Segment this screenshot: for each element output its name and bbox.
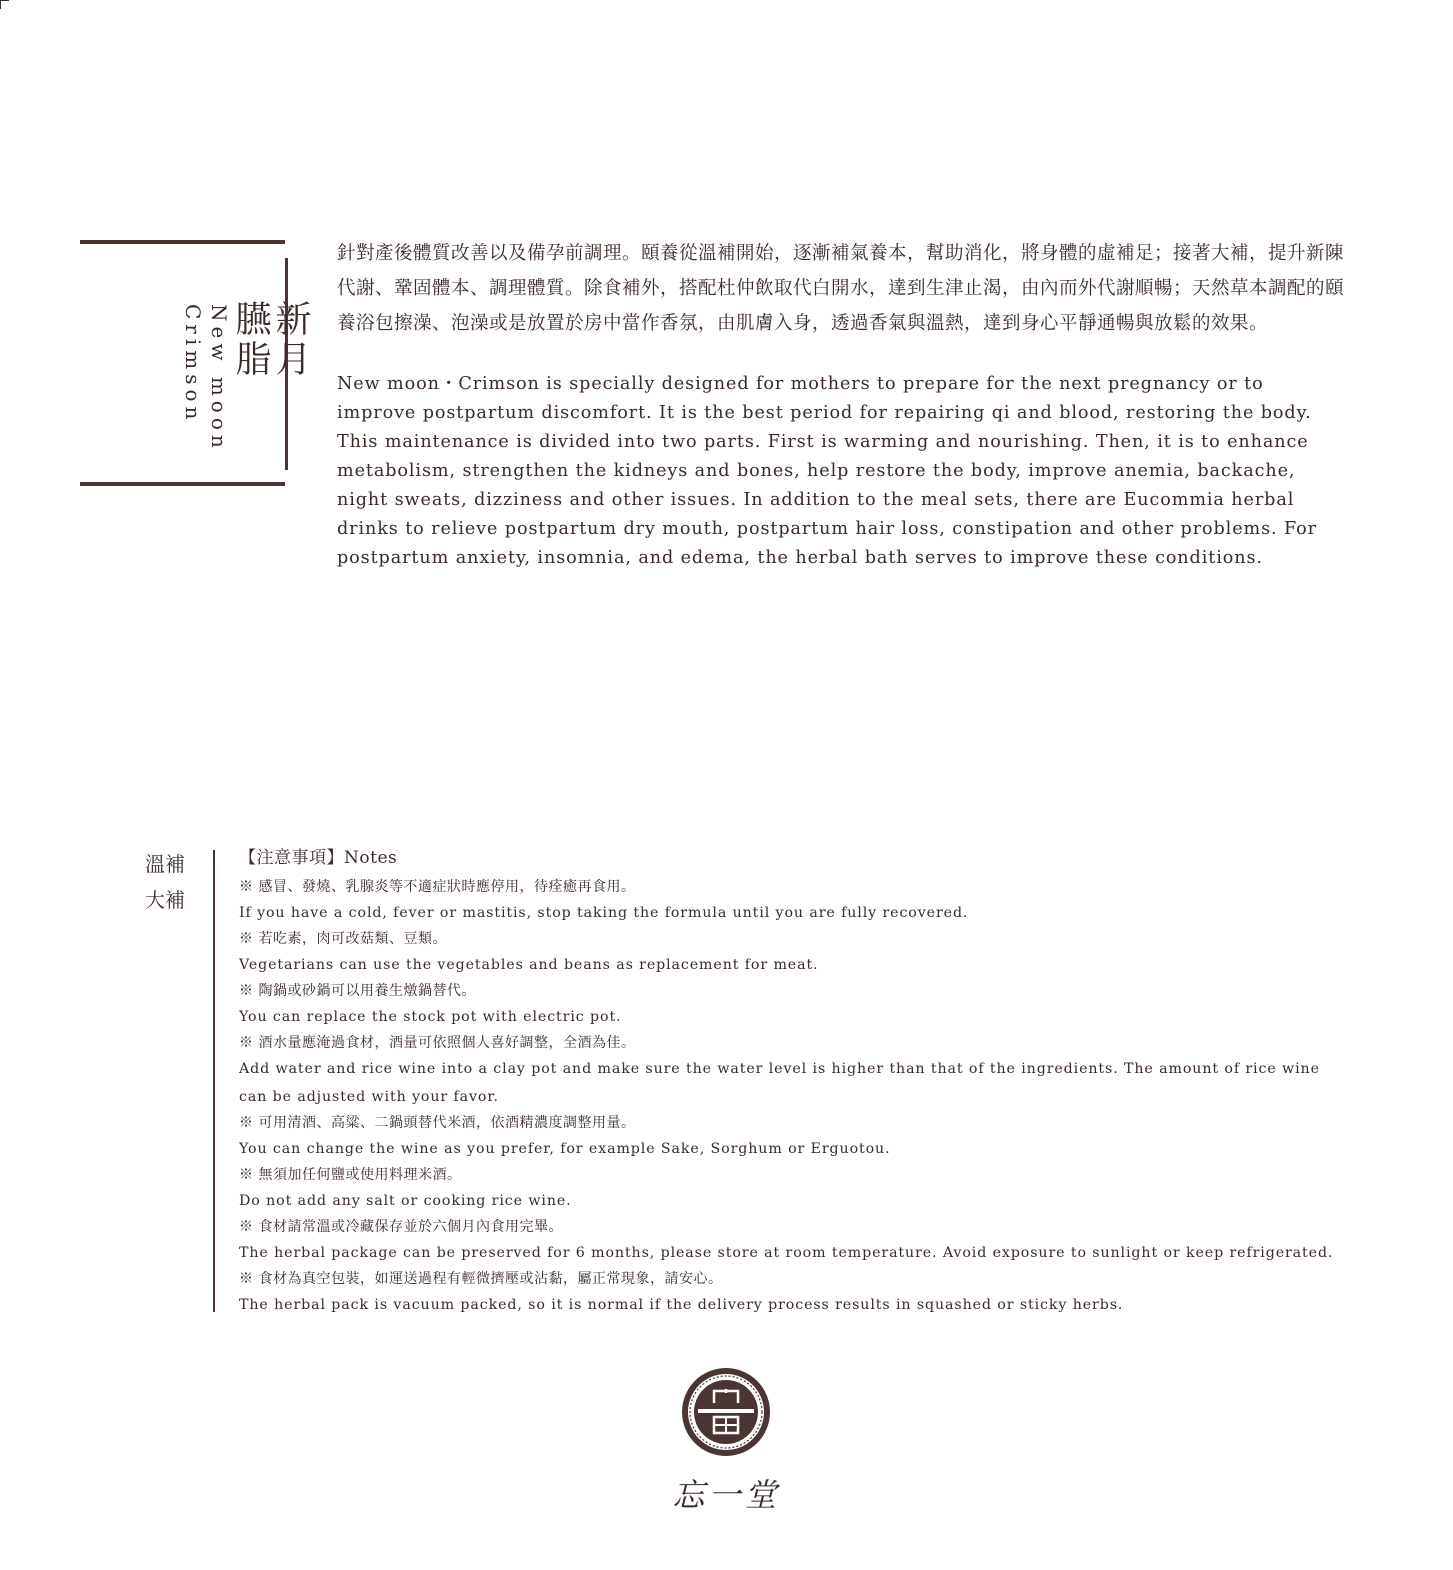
note-zh: ※ 感冒、發燒、乳腺炎等不適症狀時應停用，待痊癒再食用。 [239,879,636,895]
note-zh: ※ 可用清酒、高粱、二鍋頭替代米酒，依酒精濃度調整用量。 [239,1115,636,1131]
note-item [239,1267,1349,1319]
product-title-zh [230,300,310,380]
intro-paragraph-en: New moon・Crimson is specially designed for mothers to prepare for the next pregnancy or to improve postpartum discomfort. It is the best period for repairing qi and blood, restoring the body. This maintenance is divided into two parts. First is warming and nourishing. Then, it is to enhance metabolism, strengthen the kidneys and bones, help restore the body, improve anemia, backache, night sweats, dizziness and other issues. In addition to the meal sets, there are Eucommia herbal drinks to relieve postpartum dry mouth, postpartum hair loss, constipation and other problems. For postpartum anxiety, insomnia, and edema, the herbal bath serves to improve these conditions. [337,374,1317,568]
note-en: The herbal pack is vacuum packed, so it is normal if the delivery process results in squashed or sticky herbs. [239,1297,1124,1313]
note-zh: ※ 陶鍋或砂鍋可以用養生燉鍋替代。 [239,983,476,999]
note-en: The herbal package can be preserved for 6 months, please store at room temperature. Avoid exposure to sunlight or keep refrigerated. [239,1245,1334,1261]
notes-divider [213,850,215,1312]
note-en: You can replace the stock pot with electric pot. [239,1009,622,1025]
note-zh: ※ 若吃素，肉可改菇類、豆類。 [239,931,447,947]
note-item [239,875,1349,927]
product-title-en-line1: New moon [207,304,231,453]
note-zh: ※ 酒水量應淹過食材，酒量可依照個人喜好調整，全酒為佳。 [239,1035,636,1051]
note-en: Do not add any salt or cooking rice wine. [239,1193,572,1209]
frame-bottom-rule [80,482,285,486]
note-zh: ※ 無須加任何鹽或使用料理米酒。 [239,1167,462,1183]
note-en: Vegetarians can use the vegetables and beans as replacement for meat. [239,957,819,973]
note-zh: ※ 食材請常溫或冷藏保存並於六個月內食用完畢。 [239,1219,563,1235]
note-item [239,979,1349,1031]
note-item [239,927,1349,979]
brand-emblem-icon [681,1367,771,1457]
intro-paragraph-zh: 針對產後體質改善以及備孕前調理。頤養從溫補開始，逐漸補氣養本，幫助消化，將身體的虛補足；接著大補，提升新陳代謝、鞏固體本、調理體質。除食補外，搭配杜仲飲取代白開水，達到生津止渴，由內而外代謝順暢；天然草本調配的頤養浴包擦澡、泡澡或是放置於房中當作香氛，由肌膚入身，透過香氣與溫熱，達到身心平靜通暢與放鬆的效果。 [337,243,1345,334]
frame-top-rule [80,240,285,244]
category-list [145,846,185,918]
notes-title: 【注意事項】Notes [239,848,398,868]
note-item [239,1163,1349,1215]
note-en: If you have a cold, fever or mastitis, stop taking the formula until you are fully recovered. [239,905,969,921]
category-item: 大補 [145,888,185,912]
note-en: Add water and rice wine into a clay pot and make sure the water level is higher than that of the ingredients. The amount of rice wine can be adjusted with your favor. [239,1061,1320,1105]
brand-name: 忘一堂 [672,1476,781,1514]
note-item [239,1031,1349,1111]
crop-mark [0,0,9,9]
note-item [239,1111,1349,1163]
product-title-en [180,304,232,453]
note-zh: ※ 食材為真空包裝，如運送過程有輕微擠壓或沾黏，屬正常現象，請安心。 [239,1271,723,1287]
title-frame [80,240,311,486]
product-title-zh-line1: 新月 [270,300,311,380]
note-item [239,1215,1349,1267]
note-en: You can change the wine as you prefer, for example Sake, Sorghum or Erguotou. [239,1141,891,1157]
notes-section [239,845,1349,1319]
product-title-zh-line2: 臙脂 [230,300,271,380]
category-item: 溫補 [145,852,185,876]
product-title-en-line2: Crimson [181,304,205,425]
